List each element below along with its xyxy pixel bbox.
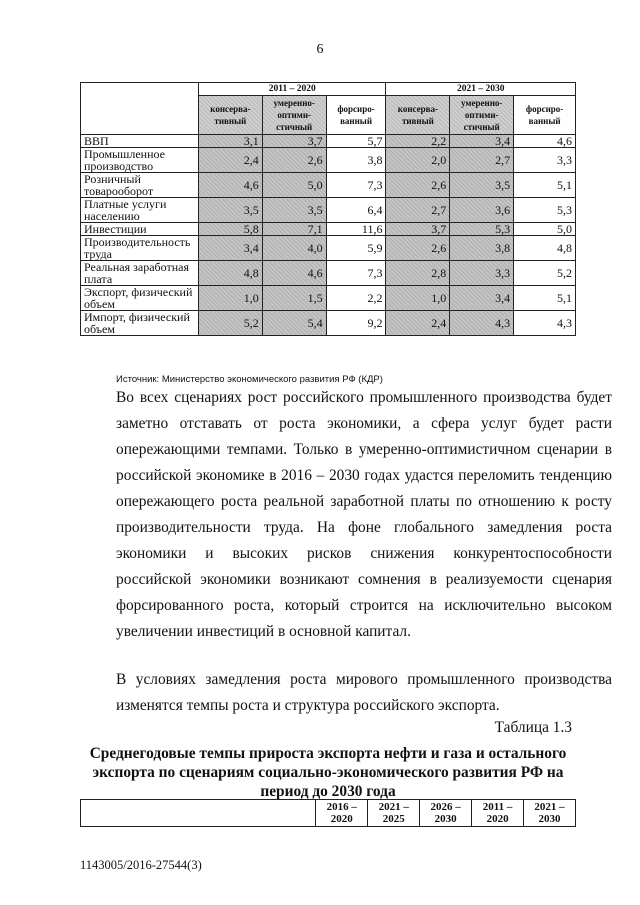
period-header-1: 2011 – 2020 <box>198 83 386 96</box>
value-cell: 2,2 <box>386 135 450 148</box>
value-cell: 3,4 <box>198 236 262 261</box>
value-cell: 3,3 <box>514 148 576 173</box>
row-label: Инвестиции <box>81 223 199 236</box>
scenario-header: консерва-тивный <box>386 96 450 135</box>
value-cell: 3,1 <box>198 135 262 148</box>
value-cell: 3,3 <box>450 261 514 286</box>
table-caption: Таблица 1.3 <box>494 719 572 736</box>
scenario-header: форсиро-ванный <box>326 96 386 135</box>
table-row <box>81 261 576 286</box>
value-cell: 1,5 <box>262 286 326 311</box>
value-cell: 2,0 <box>386 148 450 173</box>
value-cell: 4,8 <box>514 236 576 261</box>
value-cell: 4,6 <box>198 173 262 198</box>
value-cell: 3,7 <box>262 135 326 148</box>
value-cell: 5,8 <box>198 223 262 236</box>
value-cell: 1,0 <box>386 286 450 311</box>
table-row <box>81 223 576 236</box>
scenario-header: умеренно-оптими-стичный <box>262 96 326 135</box>
value-cell: 5,0 <box>262 173 326 198</box>
table2-header-cell: 2026 – 2030 <box>420 800 472 827</box>
value-cell: 1,0 <box>198 286 262 311</box>
value-cell: 9,2 <box>326 311 386 336</box>
row-label: Розничный товарооборот <box>81 173 199 198</box>
row-label: Импорт, физический объем <box>81 311 199 336</box>
value-cell: 3,7 <box>386 223 450 236</box>
table-title: Среднегодовые темпы прироста экспорта нефти и газа и остального экспорта по сценариям социально-экономического развития РФ на период до 2030 года <box>89 745 567 800</box>
table-source-note: Источник: Министерство экономического развития РФ (КДР) <box>116 374 383 385</box>
table2-header-cell: 2021 – 2030 <box>524 800 576 827</box>
table-row <box>81 148 576 173</box>
row-label: Реальная заработная плата <box>81 261 199 286</box>
value-cell: 5,2 <box>198 311 262 336</box>
table-row <box>81 173 576 198</box>
table-row <box>81 311 576 336</box>
value-cell: 4,6 <box>262 261 326 286</box>
value-cell: 5,9 <box>326 236 386 261</box>
table-row <box>81 198 576 223</box>
row-label: Экспорт, физический объем <box>81 286 199 311</box>
value-cell: 7,3 <box>326 173 386 198</box>
scenario-header: умеренно-оптими-стичный <box>450 96 514 135</box>
value-cell: 3,8 <box>326 148 386 173</box>
table2-header-cell: 2011 – 2020 <box>472 800 524 827</box>
document-footer-id: 1143005/2016-27544(3) <box>80 858 202 872</box>
value-cell: 5,7 <box>326 135 386 148</box>
table-row <box>81 286 576 311</box>
table-corner-cell <box>81 83 199 135</box>
value-cell: 2,8 <box>386 261 450 286</box>
value-cell: 2,6 <box>386 173 450 198</box>
value-cell: 2,2 <box>326 286 386 311</box>
value-cell: 2,4 <box>198 148 262 173</box>
value-cell: 4,0 <box>262 236 326 261</box>
row-label: Платные услуги населению <box>81 198 199 223</box>
table2-header-cell: 2016 – 2020 <box>316 800 368 827</box>
value-cell: 4,8 <box>198 261 262 286</box>
value-cell: 3,5 <box>262 198 326 223</box>
value-cell: 3,8 <box>450 236 514 261</box>
value-cell: 7,1 <box>262 223 326 236</box>
value-cell: 5,4 <box>262 311 326 336</box>
body-paragraph-2: В условиях замедления роста мирового промышленного производства изменятся темпы роста и структура российского экспорта. <box>116 671 612 714</box>
page-number: 6 <box>316 42 324 57</box>
table2-header-cell: 2021 – 2025 <box>368 800 420 827</box>
value-cell: 3,4 <box>450 135 514 148</box>
table-row <box>81 236 576 261</box>
row-label: Промышленное производство <box>81 148 199 173</box>
value-cell: 6,4 <box>326 198 386 223</box>
growth-scenarios-table <box>80 82 576 336</box>
value-cell: 3,6 <box>450 198 514 223</box>
scenario-header: форсиро-ванный <box>514 96 576 135</box>
body-paragraph-1: Во всех сценариях рост российского промышленного производства будет заметно отставать от роста экономики, а сфера услуг будет расти опережающими темпами. Только в умеренно-оптимистичном сценарии в российской экономике в 2016 – 2030 годах удастся переломить тенденцию опережающего роста реальной заработной платы по отношению к росту производительности труда. На фоне глобального замедления роста экономики и высоких рисков снижения конкурентоспособности российской экономики возникают сомнения в реализуемости сценария форсированного роста, который строится на исключительно высоком увеличении инвестиций в основной капитал. <box>116 389 612 640</box>
value-cell: 11,6 <box>326 223 386 236</box>
value-cell: 2,4 <box>386 311 450 336</box>
value-cell: 2,6 <box>262 148 326 173</box>
scenario-header: консерва-тивный <box>198 96 262 135</box>
value-cell: 4,6 <box>514 135 576 148</box>
value-cell: 5,2 <box>514 261 576 286</box>
value-cell: 7,3 <box>326 261 386 286</box>
table2-header-cell <box>81 800 316 827</box>
value-cell: 5,1 <box>514 173 576 198</box>
row-label: Производительность труда <box>81 236 199 261</box>
value-cell: 4,3 <box>514 311 576 336</box>
value-cell: 4,3 <box>450 311 514 336</box>
value-cell: 5,1 <box>514 286 576 311</box>
row-label: ВВП <box>81 135 199 148</box>
value-cell: 5,0 <box>514 223 576 236</box>
value-cell: 5,3 <box>514 198 576 223</box>
value-cell: 2,6 <box>386 236 450 261</box>
table-row <box>81 135 576 148</box>
value-cell: 3,5 <box>450 173 514 198</box>
value-cell: 3,5 <box>198 198 262 223</box>
export-growth-table <box>80 799 576 827</box>
value-cell: 5,3 <box>450 223 514 236</box>
value-cell: 2,7 <box>450 148 514 173</box>
value-cell: 3,4 <box>450 286 514 311</box>
period-header-2: 2021 – 2030 <box>386 83 576 96</box>
value-cell: 2,7 <box>386 198 450 223</box>
